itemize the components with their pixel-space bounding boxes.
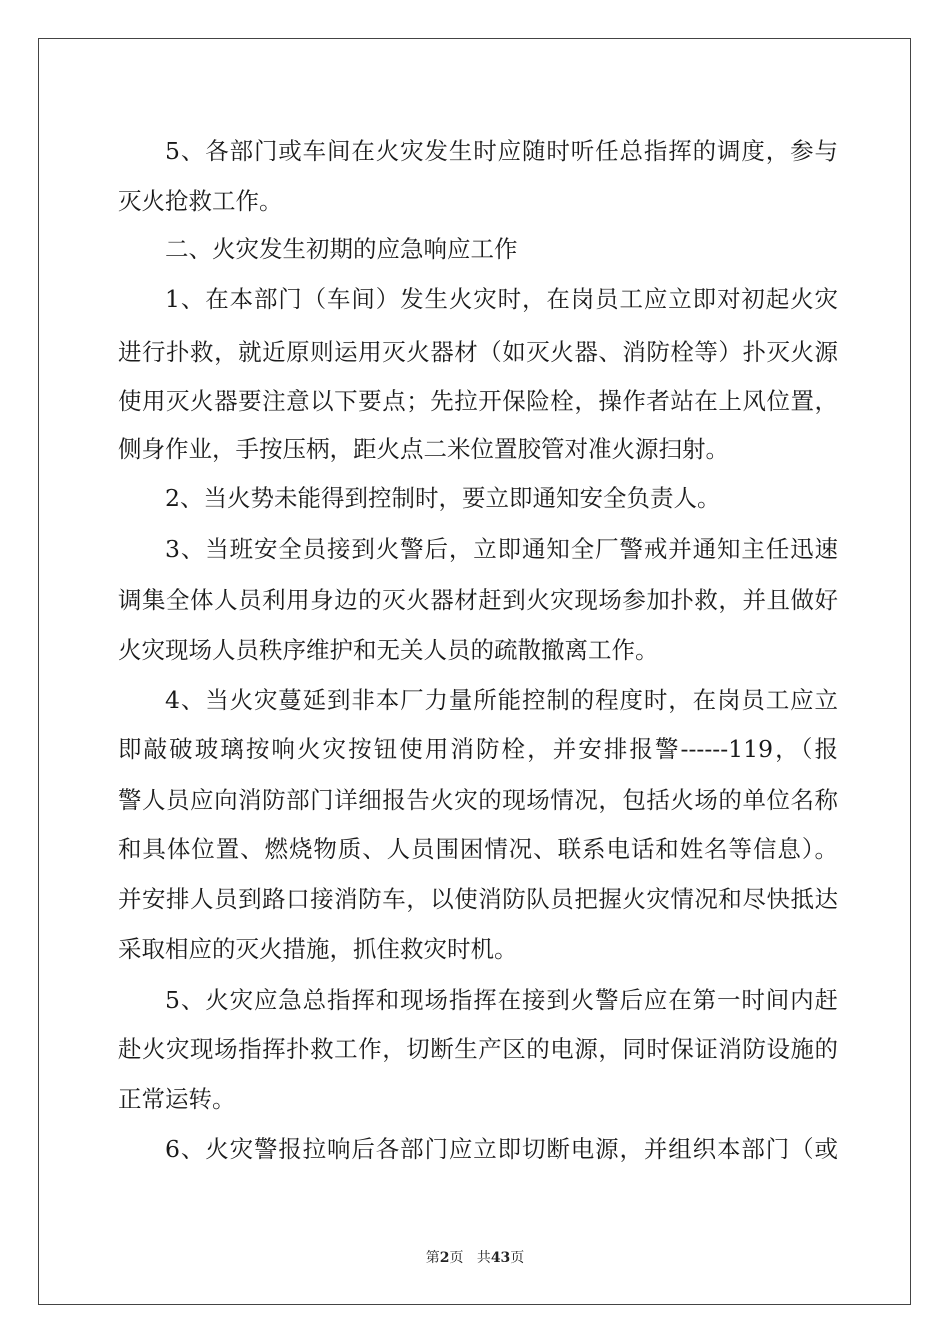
paragraph-line: 侧身作业，手按压柄，距火点二米位置胶管对准火源扫射。 [118,435,729,463]
footer-page-prefix: 第 [425,1250,440,1266]
paragraph-line: 进行扑救，就近原则运用灭火器材（如灭火器、消防栓等）扑灭火源 [118,338,838,366]
footer-total-prefix: 共 [476,1250,491,1266]
footer-page-suffix: 页 [449,1250,464,1266]
footer-total-suffix: 页 [510,1250,525,1266]
paragraph-line: 使用灭火器要注意以下要点；先拉开保险栓，操作者站在上风位置， [118,387,838,415]
paragraph-line: 2、当火势未能得到控制时，要立即通知安全负责人。 [165,484,721,512]
paragraph-line: 4、当火灾蔓延到非本厂力量所能控制的程度时，在岗员工应立 [165,686,838,714]
paragraph-line: 火灾现场人员秩序维护和无关人员的疏散撤离工作。 [118,636,659,664]
footer-total-pages: 43 [490,1250,511,1266]
page-footer [0,1247,950,1267]
page-border [38,38,911,1305]
paragraph-line: 3、当班安全员接到火警后，立即通知全厂警戒并通知主任迅速 [165,535,838,563]
paragraph-line: 和具体位置、燃烧物质、人员围困情况、联系电话和姓名等信息）。 [118,835,838,863]
section-heading: 二、火灾发生初期的应急响应工作 [165,235,518,263]
paragraph-line: 5、火灾应急总指挥和现场指挥在接到火警后应在第一时间内赶 [165,986,838,1014]
paragraph-line: 正常运转。 [118,1085,236,1113]
paragraph-line: 并安排人员到路口接消防车，以使消防队员把握火灾情况和尽快抵达 [118,885,838,913]
paragraph-line: 6、火灾警报拉响后各部门应立即切断电源，并组织本部门（或 [165,1135,838,1163]
footer-page-number: 2 [439,1250,450,1266]
paragraph-line: 5、各部门或车间在火灾发生时应随时听任总指挥的调度，参与 [165,137,838,165]
paragraph-line: 赴火灾现场指挥扑救工作，切断生产区的电源，同时保证消防设施的 [118,1035,838,1063]
paragraph-line: 调集全体人员利用身边的灭火器材赶到火灾现场参加扑救，并且做好 [118,586,838,614]
paragraph-line: 1、在本部门（车间）发生火灾时，在岗员工应立即对初起火灾 [165,285,838,313]
paragraph-line: 灭火抢救工作。 [118,187,283,215]
paragraph-line: 警人员应向消防部门详细报告火灾的现场情况，包括火场的单位名称 [118,786,838,814]
paragraph-line: 采取相应的灭火措施，抓住救灾时机。 [118,935,518,963]
paragraph-line: 即敲破玻璃按响火灾按钮使用消防栓，并安排报警------119，（报 [118,735,838,763]
